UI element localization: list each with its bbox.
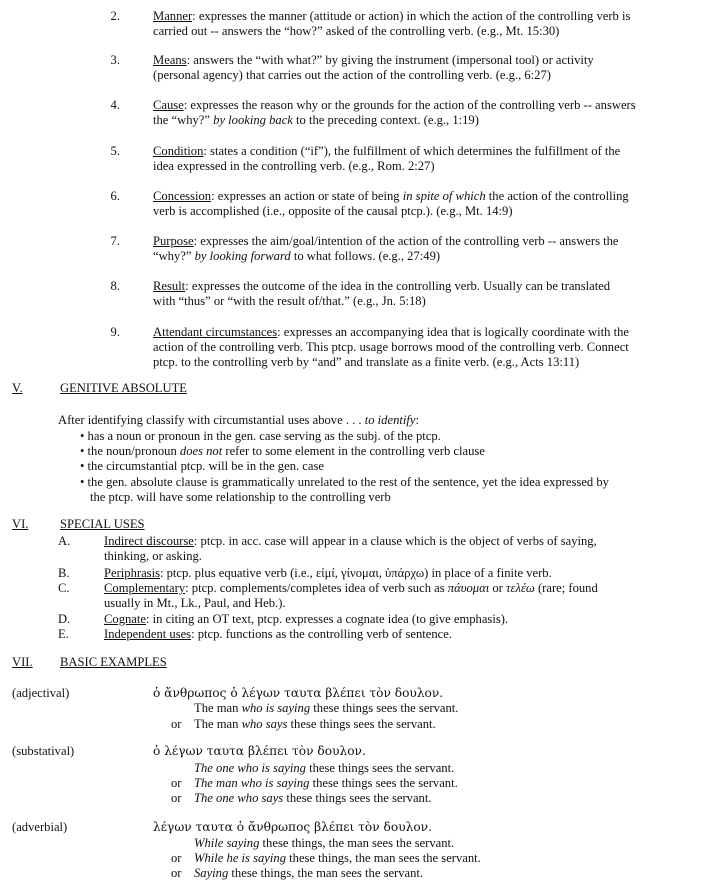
bullet-item: • the circumstantial ptcp. will be in the gen. case: [80, 459, 324, 473]
or-label: or: [171, 776, 182, 790]
greek-sentence: λέγων ταυτα ὁ ἄνθρωπος βλέπει τὸν δουλον.: [153, 820, 432, 834]
item-number: 8.: [110, 279, 120, 293]
example-label-substatival: (substatival): [12, 744, 75, 758]
item-number: 3.: [110, 53, 120, 67]
item-number: 2.: [110, 9, 120, 23]
translation-line: While he is saying these things, the man sees the servant.: [194, 851, 481, 865]
translation-line: The one who says these things sees the servant.: [194, 791, 432, 805]
greek-sentence: ὁ ἄνθρωπος ὁ λέγων ταυτα βλέπει τὸν δουλον.: [153, 686, 444, 700]
special-item-independent: Independent uses: ptcp. functions as the controlling verb of sentence.: [104, 627, 452, 641]
example-label-adverbial: (adverbial): [12, 820, 68, 834]
translation-line: The man who is saying these things sees the servant.: [194, 701, 459, 715]
item-number: 4.: [110, 98, 120, 112]
bullet-item-cont: the ptcp. will have some relationship to the controlling verb: [90, 490, 391, 504]
special-letter: C.: [58, 581, 70, 595]
term-condition: Condition: [153, 144, 204, 158]
term-purpose: Purpose: [153, 234, 194, 248]
special-letter: A.: [58, 534, 71, 548]
or-label: or: [171, 866, 182, 880]
term-manner: Manner: [153, 9, 193, 23]
translation-line: While saying these things, the man sees the servant.: [194, 836, 455, 850]
term-cause: Cause: [153, 98, 184, 112]
translation-line: The man who is saying these things sees the servant.: [194, 776, 458, 790]
term-result: Result: [153, 279, 186, 293]
or-label: or: [171, 717, 182, 731]
item-number: 9.: [110, 325, 120, 339]
bullet-item: • the noun/pronoun does not refer to some element in the controlling verb clause: [80, 444, 485, 458]
special-letter: D.: [58, 612, 71, 626]
translation-line: Saying these things, the man sees the servant.: [194, 866, 424, 880]
special-letter: B.: [58, 566, 70, 580]
example-label-adjectival: (adjectival): [12, 686, 70, 700]
special-item-indirect-discourse: Indirect discourse: ptcp. in acc. case will appear in a clause which is the object of verbs of saying,: [104, 534, 597, 548]
section-heading-genitive-absolute: V. GENITIVE ABSOLUTE: [12, 381, 187, 395]
section-heading-special-uses: VI. SPECIAL USES: [12, 517, 145, 531]
translation-line: The one who is saying these things sees the servant.: [194, 761, 455, 775]
translation-line: The man who says these things sees the servant.: [194, 717, 436, 731]
or-label: or: [171, 791, 182, 805]
special-item-complementary: Complementary: ptcp. complements/completes idea of verb such as πάυομαι or τελέω (rare; found: [104, 581, 598, 595]
item-number: 5.: [110, 144, 120, 158]
term-concession: Concession: [153, 189, 212, 203]
special-letter: E.: [58, 627, 69, 641]
section-heading-basic-examples: VII. BASIC EXAMPLES: [12, 655, 167, 669]
special-item-cognate: Cognate: in citing an OT text, ptcp. expresses a cognate idea (to give emphasis).: [104, 612, 509, 626]
term-attendant: Attendant circumstances: [153, 325, 278, 339]
or-label: or: [171, 851, 182, 865]
bullet-item: • has a noun or pronoun in the gen. case serving as the subj. of the ptcp.: [80, 429, 441, 443]
special-item-periphrasis: Periphrasis: ptcp. plus equative verb (i.e., εἰμί, γίνομαι, ὑπάρχω) in place of a finite verb.: [104, 566, 552, 580]
item-number: 7.: [110, 234, 120, 248]
item-number: 6.: [110, 189, 120, 203]
genitive-intro: After identifying classify with circumstantial uses above . . . to identify:: [58, 413, 419, 427]
bullet-item: • the gen. absolute clause is grammatically unrelated to the rest of the sentence, yet the idea expressed by: [80, 475, 609, 489]
term-means: Means: [153, 53, 187, 67]
greek-sentence: ὁ λέγων ταυτα βλέπει τὸν δουλον.: [153, 744, 366, 758]
